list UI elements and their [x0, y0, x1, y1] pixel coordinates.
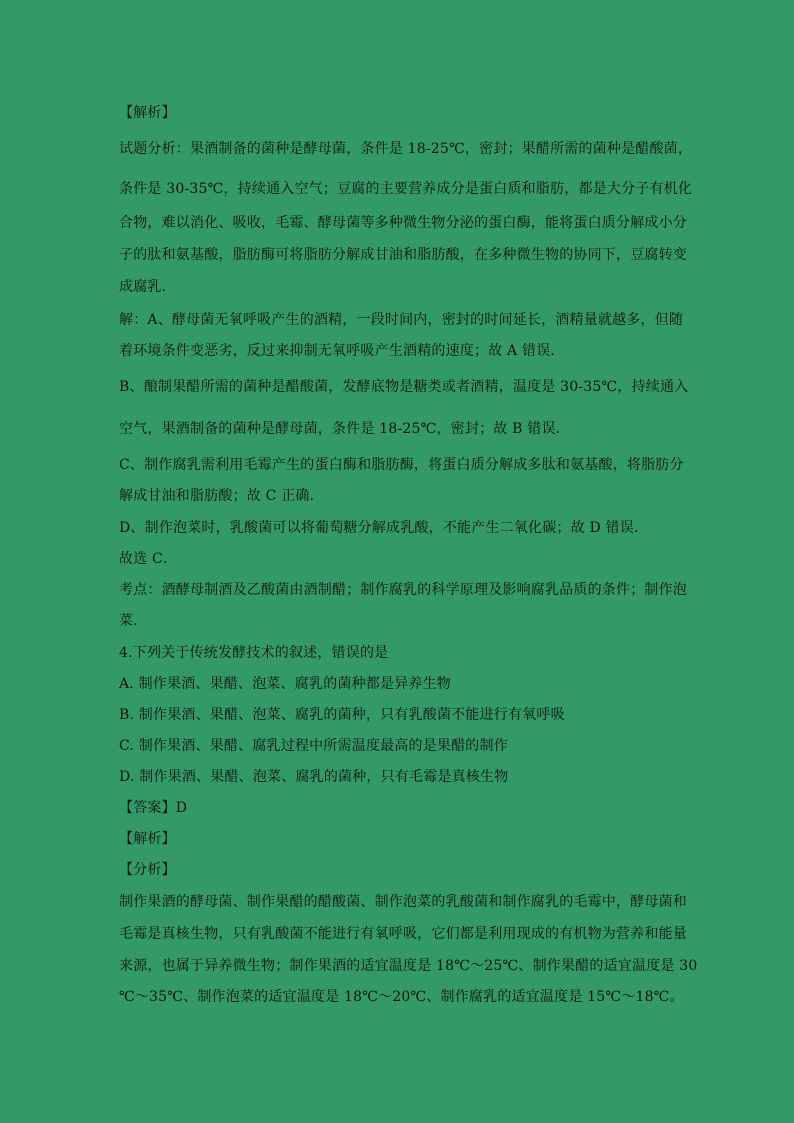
text-line: 毛霉是真核生物，只有乳酸菌不能进行有氧呼吸，它们都是利用现成的有机物为营养和能量	[119, 926, 687, 942]
answer-label: 【答案】D	[119, 800, 188, 816]
text-line: 成腐乳．	[119, 279, 176, 295]
text-line: 着环境条件变恶劣，反过来抑制无氧呼吸产生酒精的速度；故 A 错误．	[119, 343, 565, 359]
option-c: C. 制作果酒、果醋、腐乳过程中所需温度最高的是果醋的制作	[119, 738, 508, 754]
fenxi-heading: 【分析】	[119, 862, 176, 878]
question-stem: 4.下列关于传统发酵技术的叙述，错误的是	[119, 645, 389, 661]
text-line: ℃～35℃、制作泡菜的适宜温度是 18℃～20℃、制作腐乳的适宜温度是 15℃～18℃。	[119, 989, 684, 1005]
text-line: 合物，难以消化、吸收，毛霉、酵母菌等多种微生物分泌的蛋白酶，能将蛋白质分解成小分	[119, 215, 687, 231]
text-line: 解成甘油和脂肪酸；故 C 正确．	[119, 488, 324, 504]
analysis-heading: 【解析】	[119, 105, 176, 121]
text-line: 菜．	[119, 613, 148, 629]
text-line: 解：A、酵母菌无氧呼吸产生的酒精，一段时间内，密封的时间延长，酒精量就越多，但随	[119, 312, 684, 328]
text-line: 故选 C．	[119, 551, 178, 567]
text-line: 试题分析：果酒制备的菌种是酵母菌，条件是 18-25℃，密封；果醋所需的菌种是醋酸菌，	[119, 141, 693, 157]
option-b: B. 制作果酒、果醋、泡菜、腐乳的菌种，只有乳酸菌不能进行有氧呼吸	[119, 707, 565, 723]
text-line: 空气，果酒制备的菌种是酵母菌，条件是 18-25℃，密封；故 B 错误．	[119, 421, 570, 437]
text-line: 考点：酒酵母制酒及乙酸菌由酒制醋；制作腐乳的科学原理及影响腐乳品质的条件；制作泡	[119, 582, 687, 598]
text-line: B、酿制果醋所需的菌种是醋酸菌，发酵底物是糖类或者酒精，温度是 30-35℃，持续通入	[119, 379, 689, 395]
option-d: D. 制作果酒、果醋、泡菜、腐乳的菌种，只有毛霉是真核生物	[119, 769, 509, 785]
text-line: 来源，也属于异养微生物；制作果酒的适宜温度是 18℃～25℃、制作果醋的适宜温度是 30	[119, 958, 698, 974]
text-line: 条件是 30-35℃，持续通入空气；豆腐的主要营养成分是蛋白质和脂肪，都是大分子有机化	[119, 181, 693, 197]
text-line: C、制作腐乳需利用毛霉产生的蛋白酶和脂肪酶，将蛋白质分解成多肽和氨基酸，将脂肪分	[119, 457, 684, 473]
text-line: D、制作泡菜时，乳酸菌可以将葡萄糖分解成乳酸，不能产生二氧化碳；故 D 错误．	[119, 520, 649, 536]
option-a: A. 制作果酒、果醋、泡菜、腐乳的菌种都是异养生物	[119, 676, 452, 692]
text-line: 子的肽和氨基酸，脂肪酶可将脂肪分解成甘油和脂肪酸，在多种微生物的协同下，豆腐转变	[119, 247, 687, 263]
text-line: 制作果酒的酵母菌、制作果醋的醋酸菌、制作泡菜的乳酸菌和制作腐乳的毛霉中，酵母菌和	[119, 894, 687, 910]
analysis-heading: 【解析】	[119, 831, 176, 847]
